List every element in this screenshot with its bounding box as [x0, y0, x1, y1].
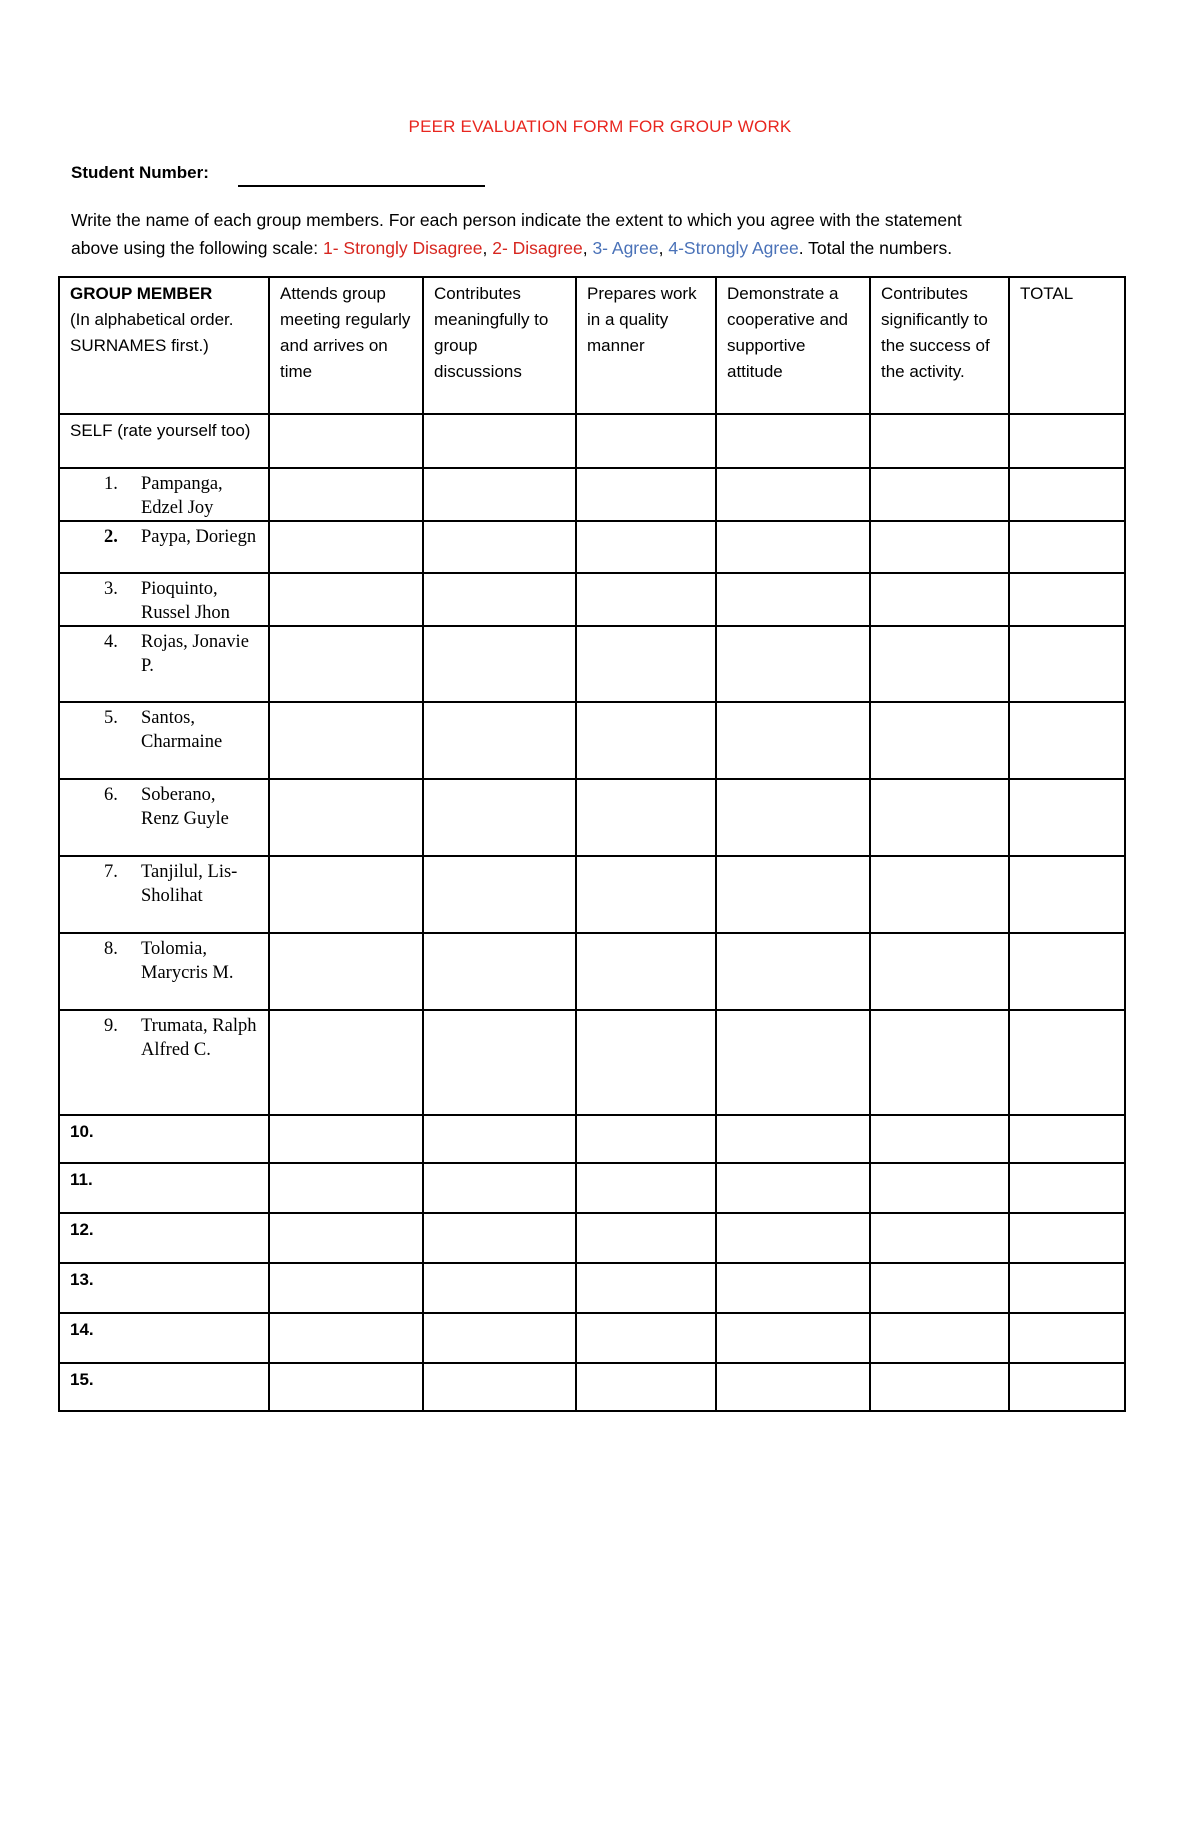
blank-member-number[interactable]: 10. — [59, 1115, 269, 1163]
rating-cell[interactable] — [269, 1010, 423, 1115]
rating-cell[interactable] — [716, 1163, 870, 1213]
rating-cell[interactable] — [870, 414, 1009, 468]
blank-member-number[interactable]: 15. — [59, 1363, 269, 1411]
blank-member-row — [59, 1163, 1125, 1213]
scale-1-num: 1 — [322, 238, 333, 258]
rating-cell[interactable] — [423, 521, 576, 573]
blank-member-number[interactable]: 11. — [59, 1163, 269, 1213]
member-name: Rojas, Jonavie P. — [141, 632, 249, 676]
rating-cell[interactable] — [576, 573, 716, 626]
member-row — [59, 702, 1125, 779]
blank-member-number[interactable]: 12. — [59, 1213, 269, 1263]
member-row — [59, 779, 1125, 856]
scale-2-num: 2 — [492, 238, 502, 258]
member-name-cell — [59, 626, 269, 702]
header-attends: Attends group meeting regularly and arrives on time — [269, 277, 423, 414]
rating-cell[interactable] — [576, 856, 716, 933]
scale-2-sep: , — [582, 238, 593, 258]
total-cell[interactable] — [1009, 1213, 1125, 1263]
rating-cell[interactable] — [716, 1313, 870, 1363]
rating-cell[interactable] — [870, 1115, 1009, 1163]
rating-cell[interactable] — [576, 521, 716, 573]
rating-cell[interactable] — [423, 573, 576, 626]
student-number-field[interactable] — [238, 185, 485, 187]
rating-cell[interactable] — [269, 1213, 423, 1263]
rating-cell[interactable] — [870, 1213, 1009, 1263]
rating-cell[interactable] — [870, 521, 1009, 573]
member-number: 4. — [104, 632, 118, 652]
rating-cell[interactable] — [269, 856, 423, 933]
member-name-cell — [59, 1010, 269, 1115]
member-name: Santos, Charmaine — [141, 708, 223, 752]
rating-cell[interactable] — [716, 1263, 870, 1313]
header-row — [59, 277, 1125, 414]
rating-cell[interactable] — [423, 414, 576, 468]
header-group-member — [59, 277, 269, 414]
rating-cell[interactable] — [870, 856, 1009, 933]
blank-member-row — [59, 1313, 1125, 1363]
total-cell[interactable] — [1009, 573, 1125, 626]
rating-cell[interactable] — [269, 468, 423, 521]
rating-cell[interactable] — [870, 1010, 1009, 1115]
total-cell[interactable] — [1009, 1010, 1125, 1115]
total-cell[interactable] — [1009, 1115, 1125, 1163]
member-name-cell — [59, 573, 269, 626]
blank-member-row — [59, 1213, 1125, 1263]
self-row — [59, 414, 1125, 468]
instructions-line-2-suffix: Total the numbers. — [808, 238, 953, 258]
member-name: Tanjilul, Lis-Sholihat — [141, 862, 238, 906]
rating-cell[interactable] — [576, 414, 716, 468]
rating-cell[interactable] — [423, 779, 576, 856]
total-cell[interactable] — [1009, 779, 1125, 856]
rating-cell[interactable] — [423, 1363, 576, 1411]
rating-cell[interactable] — [716, 779, 870, 856]
member-name-cell — [59, 468, 269, 521]
student-number-label: Student Number: — [71, 163, 209, 182]
total-cell[interactable] — [1009, 414, 1125, 468]
member-name-cell — [59, 779, 269, 856]
member-number: 1. — [104, 474, 118, 494]
header-total: TOTAL — [1009, 277, 1125, 414]
rating-cell[interactable] — [269, 414, 423, 468]
instructions — [71, 206, 1131, 262]
rating-cell[interactable] — [576, 1010, 716, 1115]
rating-cell[interactable] — [716, 521, 870, 573]
member-row — [59, 856, 1125, 933]
member-number: 5. — [104, 708, 118, 728]
rating-cell[interactable] — [576, 1313, 716, 1363]
total-cell[interactable] — [1009, 702, 1125, 779]
blank-member-row — [59, 1363, 1125, 1411]
rating-cell[interactable] — [423, 702, 576, 779]
total-cell[interactable] — [1009, 1363, 1125, 1411]
header-cooperative: Demonstrate a cooperative and supportive attitude — [716, 277, 870, 414]
rating-cell[interactable] — [423, 1010, 576, 1115]
self-label: SELF (rate yourself too) — [59, 414, 269, 468]
member-name-cell — [59, 856, 269, 933]
member-name: Soberano, Renz Guyle — [141, 785, 229, 829]
rating-cell[interactable] — [269, 933, 423, 1010]
member-name: Trumata, Ralph Alfred C. — [141, 1016, 257, 1060]
rating-cell[interactable] — [716, 933, 870, 1010]
rating-cell[interactable] — [269, 1263, 423, 1313]
member-number: 3. — [104, 579, 118, 599]
member-name: Pioquinto, Russel Jhon — [141, 579, 230, 623]
scale-3-sep: , — [658, 238, 669, 258]
header-prepares-work: Prepares work in a quality manner — [576, 277, 716, 414]
member-number: 9. — [104, 1016, 118, 1036]
rating-cell[interactable] — [576, 468, 716, 521]
instructions-line-2-prefix: above using the following scale: — [71, 238, 323, 258]
header-contributes-success: Contributes significantly to the success of the activity. — [870, 277, 1009, 414]
member-name: Tolomia, Marycris M. — [141, 939, 234, 983]
total-cell[interactable] — [1009, 626, 1125, 702]
total-cell[interactable] — [1009, 1163, 1125, 1213]
rating-cell[interactable] — [870, 702, 1009, 779]
rating-cell[interactable] — [269, 521, 423, 573]
member-row — [59, 468, 1125, 521]
rating-cell[interactable] — [716, 1115, 870, 1163]
rating-cell[interactable] — [423, 1115, 576, 1163]
rating-cell[interactable] — [269, 626, 423, 702]
total-cell[interactable] — [1009, 1263, 1125, 1313]
rating-cell[interactable] — [269, 1115, 423, 1163]
scale-4-num: 4 — [668, 238, 679, 258]
rating-cell[interactable] — [576, 779, 716, 856]
rating-cell[interactable] — [423, 856, 576, 933]
rating-cell[interactable] — [716, 573, 870, 626]
rating-cell[interactable] — [423, 1213, 576, 1263]
member-name: Paypa, Doriegn — [141, 527, 257, 547]
form-title: PEER EVALUATION FORM FOR GROUP WORK — [408, 117, 792, 136]
blank-member-row — [59, 1263, 1125, 1313]
rating-cell[interactable] — [870, 1263, 1009, 1313]
header-contributes-discussions: Contributes meaningfully to group discussions — [423, 277, 576, 414]
total-cell[interactable] — [1009, 1313, 1125, 1363]
rating-cell[interactable] — [716, 1213, 870, 1263]
member-name-cell — [59, 933, 269, 1010]
member-number: 8. — [104, 939, 118, 959]
total-cell[interactable] — [1009, 933, 1125, 1010]
rating-cell[interactable] — [576, 1363, 716, 1411]
rating-cell[interactable] — [269, 702, 423, 779]
rating-cell[interactable] — [716, 1363, 870, 1411]
scale-1-sep: , — [482, 238, 493, 258]
rating-cell[interactable] — [269, 779, 423, 856]
rating-cell[interactable] — [716, 856, 870, 933]
scale-4-text: -Strongly Agree — [678, 238, 799, 258]
rating-cell[interactable] — [576, 626, 716, 702]
rating-cell[interactable] — [870, 1163, 1009, 1213]
rating-cell[interactable] — [269, 1363, 423, 1411]
header-group-member-title: GROUP MEMBER — [70, 284, 213, 303]
member-number: 2. — [104, 527, 118, 547]
member-row — [59, 933, 1125, 1010]
rating-cell[interactable] — [423, 1163, 576, 1213]
scale-4-sep: . — [798, 238, 809, 258]
rating-cell[interactable] — [716, 626, 870, 702]
member-name: Pampanga, Edzel Joy — [141, 474, 223, 518]
rating-cell[interactable] — [269, 1313, 423, 1363]
rating-cell[interactable] — [576, 1115, 716, 1163]
rating-cell[interactable] — [870, 573, 1009, 626]
member-row — [59, 1010, 1125, 1115]
member-name-cell — [59, 702, 269, 779]
member-row — [59, 521, 1125, 573]
rating-cell[interactable] — [576, 1263, 716, 1313]
blank-member-row — [59, 1115, 1125, 1163]
rating-cell[interactable] — [716, 468, 870, 521]
rating-cell[interactable] — [423, 1313, 576, 1363]
rating-cell[interactable] — [269, 573, 423, 626]
rating-cell[interactable] — [716, 702, 870, 779]
scale-2-text: - Disagree — [501, 238, 583, 258]
rating-cell[interactable] — [269, 1163, 423, 1213]
rating-cell[interactable] — [870, 468, 1009, 521]
rating-cell[interactable] — [423, 626, 576, 702]
rating-cell[interactable] — [423, 468, 576, 521]
rating-cell[interactable] — [870, 779, 1009, 856]
scale-3-text: - Agree — [602, 238, 659, 258]
scale-3-num: 3 — [592, 238, 603, 258]
total-cell[interactable] — [1009, 521, 1125, 573]
rating-cell[interactable] — [576, 933, 716, 1010]
rating-cell[interactable] — [423, 933, 576, 1010]
instructions-line-1: Write the name of each group members. For each person indicate the extent to which you agree with the statement — [71, 210, 962, 230]
total-cell[interactable] — [1009, 468, 1125, 521]
rating-cell[interactable] — [576, 1163, 716, 1213]
rating-cell[interactable] — [870, 1363, 1009, 1411]
evaluation-table — [58, 276, 1126, 1412]
member-number: 7. — [104, 862, 118, 882]
blank-member-number[interactable]: 14. — [59, 1313, 269, 1363]
rating-cell[interactable] — [870, 933, 1009, 1010]
header-group-member-note: (In alphabetical order. SURNAMES first.) — [70, 310, 234, 355]
rating-cell[interactable] — [423, 1263, 576, 1313]
member-row — [59, 626, 1125, 702]
total-cell[interactable] — [1009, 856, 1125, 933]
member-name-cell — [59, 521, 269, 573]
member-row — [59, 573, 1125, 626]
rating-cell[interactable] — [576, 702, 716, 779]
rating-cell[interactable] — [716, 414, 870, 468]
rating-cell[interactable] — [576, 1213, 716, 1263]
scale-1-text: - Strongly Disagree — [332, 238, 483, 258]
member-number: 6. — [104, 785, 118, 805]
rating-cell[interactable] — [870, 626, 1009, 702]
rating-cell[interactable] — [870, 1313, 1009, 1363]
rating-cell[interactable] — [716, 1010, 870, 1115]
blank-member-number[interactable]: 13. — [59, 1263, 269, 1313]
